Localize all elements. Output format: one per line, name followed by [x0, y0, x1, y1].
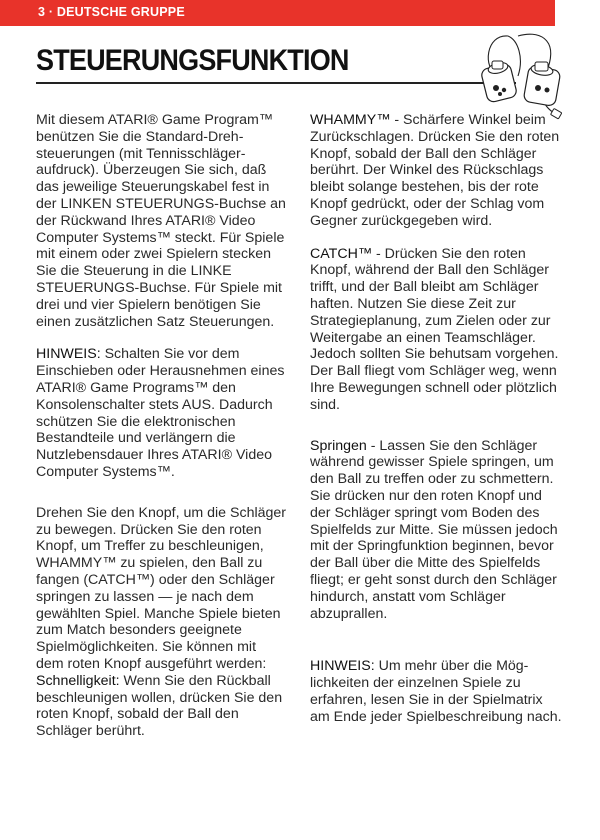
title-divider [36, 82, 516, 84]
hinweis-paragraph [36, 346, 286, 480]
hinweis-term: HINWEIS: [36, 346, 101, 363]
hinweis-right-term: HINWEIS: [310, 658, 375, 675]
whammy-paragraph [310, 112, 562, 230]
intro-paragraph: Mit diesem ATARI® Game Program™ benützen Sie die Standard-Drehsteuerungen (mit Tennisschlägeraufdruck). Überzeugen Sie sich, daß das jeweilige Steuerungskabel fest in der LINKEN STEUERUNGS-Buchse an der Rückwand Ihres ATARI® Video Computer Systems™ steckt. Für Spiele mit einem oder zwei Spielern stecken Sie die Steuerung in die LINKE STEUERUNGS-Buchse. Für Spiele mit drei und vier Spielern benötigen Sie einen zusätzlichen Satz Steuerungen. [36, 112, 286, 330]
hinweis-text: Schalten Sie vor dem Einschieben oder Herausnehmen eines ATARI® Game Programs™ den Konsolenschalter stets AUS. Dadurch schützen Sie die elektronischen Bestandteile und verlängern die Nutzlebensdauer Ihres ATARI® Video Computer Systems™. [36, 346, 285, 480]
catch-term: CATCH™ [310, 245, 373, 262]
catch-text: - Drücken Sie den roten Knopf, während der Ball den Schläger trifft, und der Ball bleibt am Schläger haften. Nutzen Sie diese Zeit zur Strategieplanung, zum Zielen oder zur Weitergabe an einen Teamschläger. Jedoch sollten Sie behutsam vorgehen. Der Ball fliegt vom Schläger weg, wenn Ihre Bewegungen schnell oder plötzlich sind. [310, 245, 559, 413]
paddle-controllers-icon [478, 28, 578, 120]
whammy-text: - Schärfere Winkel beim Zurückschlagen. Drücken Sie den roten Knopf, sobald der Ball den Schläger berührt. Der Winkel des Rückschlags bleibt solange bestehen, bis der rote Knopf gedrückt, oder der Schlag vom Gegner zurückgegeben wird. [310, 112, 560, 229]
schnelligkeit-text: Wenn Sie den Rückball beschleunigen wollen, drücken Sie den roten Knopf, sobald der Ball den Schläger berührt. [36, 672, 283, 740]
right-column [310, 112, 562, 726]
page-title: STEUERUNGSFUNKTION [36, 44, 349, 77]
section-header-label: 3 · DEUTSCHE GRUPPE [38, 5, 185, 19]
hinweis-right-text: Um mehr über die Möglichkeiten der einzelnen Spiele zu erfahren, lesen Sie in der Spielmatrix am Ende jeder Spielbeschreibung nach. [310, 658, 562, 725]
springen-paragraph [310, 438, 562, 623]
springen-term: Springen [310, 437, 367, 454]
schnelligkeit-term: Schnelligkeit: [36, 672, 120, 689]
hinweis-right-paragraph [310, 658, 562, 725]
schnelligkeit-paragraph [36, 673, 286, 740]
left-column [36, 112, 286, 740]
section-header-bar [0, 0, 555, 26]
catch-paragraph [310, 246, 562, 414]
whammy-term: WHAMMY™ [310, 112, 391, 128]
springen-text: - Lassen Sie den Schläger während gewisser Spiele springen, um den Ball zu treffen oder zu schmettern. Sie drücken nur den roten Knopf und der Schläger springt vom Boden des Spielfelds zur Mitte. Sie müssen jedoch mit der Springfunktion beginnen, bevor der Ball über die Mitte des Spielfelds fliegt; er geht sonst durch den Schläger hindurch, anstatt vom Schläger abzuprallen. [310, 437, 558, 622]
controls-paragraph: Drehen Sie den Knopf, um die Schläger zu bewegen. Drücken Sie den roten Knopf, um Treffer zu beschleunigen, WHAMMY™ zu spielen, den Ball zu fangen (CATCH™) oder den Schläger springen zu lassen — je nach dem gewählten Spiel. Manche Spiele bieten zum Match besonders geeignete Spielmöglichkeiten. Sie können mit dem roten Knopf ausgeführt werden: [36, 504, 287, 672]
